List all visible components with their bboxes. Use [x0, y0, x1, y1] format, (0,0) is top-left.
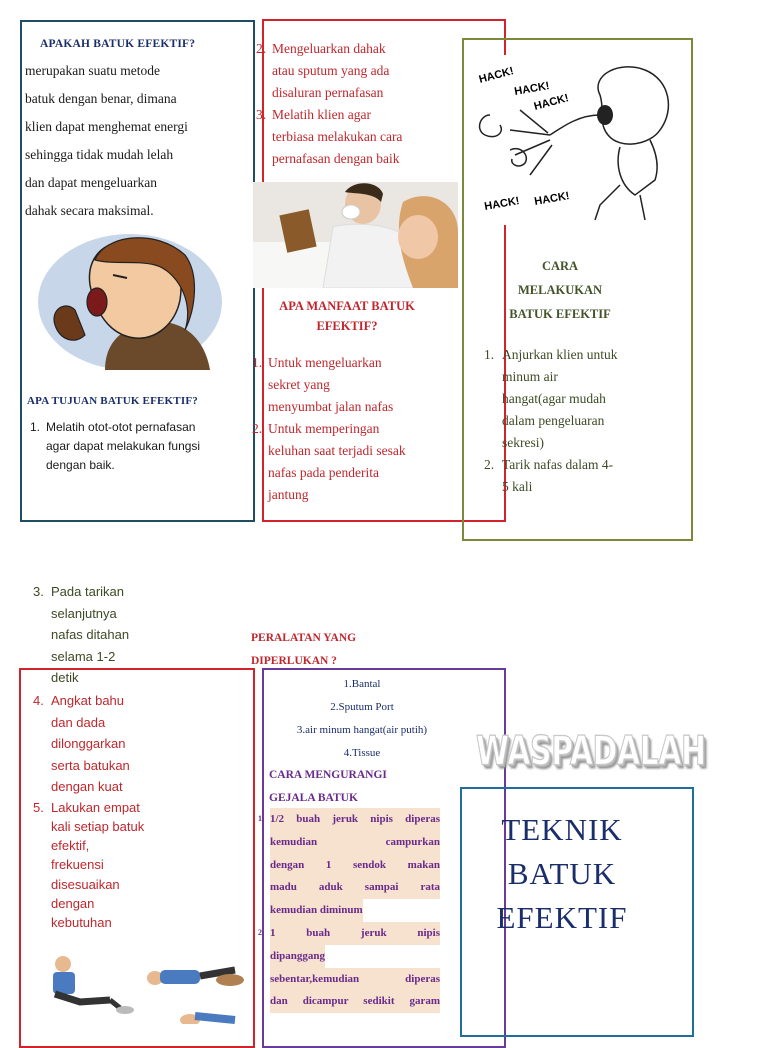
heading-apakah-batuk-efektif: APAKAH BATUK EFEKTIF? [40, 38, 196, 50]
list-item-line: dengan baik. [46, 458, 115, 472]
list-item-line: minum air [502, 369, 558, 384]
list-item-line: keluhan saat terjadi sesak [268, 443, 406, 458]
heading-line: PERALATAN YANG [251, 632, 357, 644]
heading-line: CARA MENGURANGI [269, 769, 387, 781]
tujuan-list [30, 418, 245, 475]
hack-word: HACK! [477, 65, 516, 86]
list-item-line: jantung [268, 487, 309, 502]
list-item-line: menyumbat jalan nafas [268, 399, 394, 414]
remedy-line: dan dicampur sedikit garam [270, 990, 440, 1013]
list-item-line: Mengeluarkan dahak [272, 41, 386, 56]
cover-title-line: EFEKTIF [496, 900, 628, 935]
remedy-line: 1 buah jeruk nipis [270, 922, 440, 945]
remedy-line: madu aduk sampai rata [270, 876, 440, 899]
list-item-line: detik [51, 670, 79, 685]
remedy-line: 1/2 buah jeruk nipis diperas [270, 808, 440, 831]
list-item-line: dengan [51, 895, 95, 911]
heading-cara-mengurangi [269, 764, 387, 810]
heading-cara-melakukan [478, 254, 642, 326]
hack-word: HACK! [533, 189, 571, 208]
definition-line: dan dapat mengeluarkan [25, 175, 157, 190]
list-number: 1. [484, 347, 495, 362]
list-item-line: agar dapat melakukan fungsi [46, 439, 201, 453]
peralatan-item: 1.Bantal [343, 678, 381, 690]
remedy-line: kemudian diminum [270, 899, 363, 922]
heading-tujuan: APA TUJUAN BATUK EFEKTIF? [27, 395, 198, 407]
list-item-line: terbiasa melakukan cara [272, 129, 403, 144]
list-item-line: Angkat bahu [51, 693, 125, 708]
definition-line: batuk dengan benar, dimana [25, 91, 177, 106]
remedy-line: dipanggang [270, 945, 325, 968]
coughing-woman-illustration [35, 230, 225, 370]
list-item-line: atau sputum yang ada [272, 63, 390, 78]
list-item-line: frekuensi [51, 857, 104, 873]
list-item-line: selama 1-2 [51, 648, 116, 664]
list-item-line: nafas pada penderita [268, 465, 379, 480]
list-item-line: Lakukan empat [51, 799, 140, 815]
list-number: 3. [256, 107, 267, 122]
list-number: 3. [33, 584, 44, 599]
list-number: 5. [33, 799, 44, 815]
remedy-line: sebentar,kemudian diperas [270, 968, 440, 991]
list-number: 1. [258, 814, 264, 823]
list-number: 2. [258, 927, 264, 937]
hack-word: HACK! [532, 92, 571, 113]
heading-line: CARA [541, 259, 579, 273]
cover-title-line: BATUK [507, 856, 617, 891]
list-item-line: hangat(agar mudah [502, 391, 606, 406]
definition-line: merupakan suatu metode [25, 63, 160, 78]
list-number: 2. [256, 41, 267, 56]
patient-coughing-photo [253, 182, 458, 288]
peralatan-item: 4.Tissue [343, 747, 381, 759]
list-item-line: Pada tarikan [51, 584, 124, 599]
remedy-list [258, 808, 440, 1013]
cover-title-line: TEKNIK [501, 812, 623, 847]
list-item-line: kali setiap batuk [51, 818, 145, 834]
list-item-line: nafas ditahan [51, 627, 130, 642]
heading-manfaat [262, 296, 432, 336]
list-item-line: Untuk memperingan [268, 421, 380, 436]
list-item-line: sekret yang [268, 377, 330, 392]
list-item-line: dengan kuat [51, 779, 123, 794]
list-item-line: efektif, [51, 838, 90, 854]
definition-line: klien dapat menghemat energi [25, 119, 188, 134]
heading-line: DIPERLUKAN ? [251, 655, 337, 667]
list-item-line: Melatih otot-otot pernafasan [46, 420, 196, 434]
remedy-line: kemudian campurkan [270, 831, 440, 854]
list-number: 1. [252, 355, 263, 370]
list-number: 4. [33, 693, 44, 708]
list-item-line: Anjurkan klien untuk [502, 347, 618, 362]
steps-list-red [33, 690, 233, 933]
peralatan-item: 2.Sputum Port [330, 701, 394, 713]
list-item-line: pernafasan dengan baik [272, 151, 400, 166]
definition-text [25, 57, 250, 225]
list-item-line: disaluran pernafasan [272, 85, 384, 100]
list-item-line: dilonggarkan [51, 736, 126, 751]
list-item-line: dalam pengeluaran [502, 413, 605, 428]
definition-line: sehingga tidak mudah lelah [25, 147, 174, 162]
peralatan-item: 3.air minum hangat(air putih) [296, 724, 428, 736]
list-number: 2. [252, 421, 263, 436]
list-item-line: disesuaikan [51, 876, 120, 892]
heading-line: APA MANFAAT BATUK [279, 299, 415, 313]
list-item-line: kebutuhan [51, 915, 112, 931]
list-item-line: sekresi) [502, 435, 544, 450]
remedy-line: dengan 1 sendok makan [270, 854, 440, 877]
waspadalah-wordart: WASPADALAH [476, 728, 706, 776]
heading-line: MELAKUKAN [517, 283, 603, 297]
list-item-line: selanjutnya [51, 605, 117, 621]
heading-line: EFEKTIF? [316, 319, 378, 333]
hack-word: HACK! [513, 79, 551, 98]
list-item-line: 5 kali [502, 479, 533, 494]
list-item-line: Melatih klien agar [272, 107, 371, 122]
list-item-line: serta batukan [51, 757, 130, 773]
list-item-line: dan dada [51, 714, 106, 730]
cara-list [484, 344, 684, 498]
list-number: 2. [484, 457, 495, 472]
definition-line: dahak secara maksimal. [25, 203, 154, 218]
peralatan-list [262, 673, 462, 765]
list-item-line: Untuk mengeluarkan [268, 355, 382, 370]
heading-line: BATUK EFEKTIF [509, 307, 611, 321]
cover-title [462, 808, 662, 940]
heading-line: GEJALA BATUK [269, 792, 358, 804]
breathing-exercise-illustration [25, 950, 250, 1024]
coughing-man-cartoon [470, 55, 682, 225]
list-number: 1. [30, 420, 41, 434]
list-item-line: Tarik nafas dalam 4- [502, 457, 614, 472]
heading-peralatan [251, 627, 356, 673]
steps-list [33, 581, 233, 689]
hack-word: HACK! [483, 194, 521, 213]
